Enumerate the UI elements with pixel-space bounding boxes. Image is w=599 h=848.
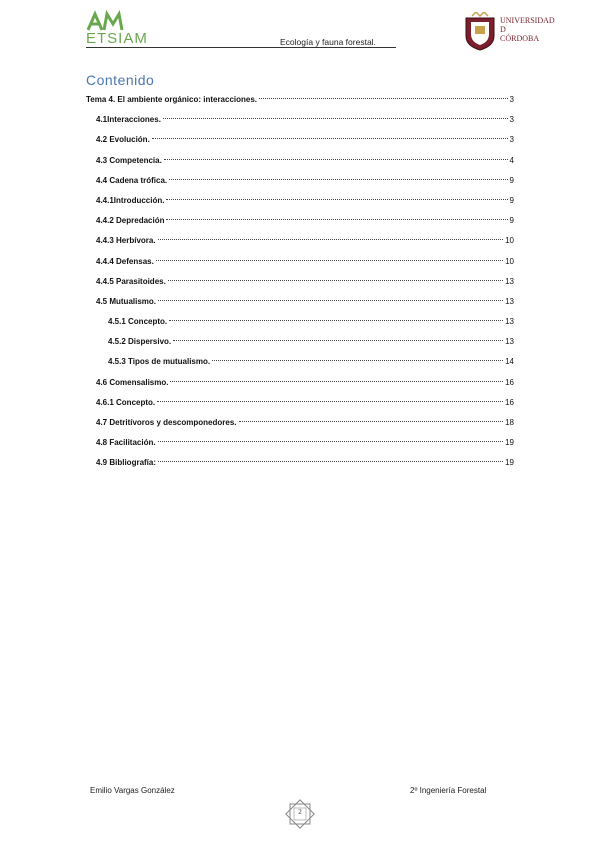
toc-entry-title: 4.5.1 Concepto.	[108, 317, 168, 327]
toc-entry-page: 10	[505, 236, 514, 246]
toc-entry-title: 4.9 Bibliografía:	[96, 458, 157, 468]
header-rule	[86, 47, 396, 48]
toc-leader	[158, 239, 504, 240]
toc-entry[interactable]	[86, 93, 514, 113]
toc-entry-page: 19	[505, 438, 514, 448]
toc-entry-page: 14	[505, 357, 514, 367]
toc-entry[interactable]	[86, 194, 514, 214]
toc-entry-title: 4.5 Mutualismo.	[96, 296, 157, 306]
toc-entry-page: 16	[505, 397, 514, 407]
toc-entry-page: 3	[509, 95, 514, 104]
toc-entry[interactable]	[86, 396, 514, 416]
toc-heading: Contenido	[86, 72, 155, 88]
toc-entry-page: 18	[505, 418, 514, 427]
toc-entry-page: 9	[509, 195, 514, 205]
toc-entry-title: 4.4.3 Herbívora.	[96, 236, 156, 246]
header-title: Ecología y fauna forestal.	[280, 37, 376, 47]
toc-leader	[259, 98, 508, 99]
toc-entry[interactable]	[86, 315, 514, 335]
toc-entry-page: 13	[505, 317, 514, 327]
toc-leader	[163, 118, 508, 119]
toc-leader	[168, 280, 503, 281]
toc-entry[interactable]	[86, 416, 514, 436]
toc-leader	[152, 138, 508, 139]
toc-leader	[170, 381, 503, 382]
toc-leader	[169, 179, 507, 180]
toc-entry[interactable]	[86, 355, 514, 375]
toc-entry-title: 4.5.3 Tipos de mutualismo.	[108, 357, 211, 367]
toc-entry-page: 13	[505, 296, 514, 306]
toc-entry-title: 4.8 Facilitación.	[96, 438, 156, 448]
table-of-contents	[86, 93, 514, 477]
footer-course: 2º Ingeniería Forestal	[410, 786, 487, 795]
toc-entry[interactable]	[86, 174, 514, 194]
toc-entry-title: 4.4.2 Depredación	[96, 216, 165, 226]
toc-entry[interactable]	[86, 255, 514, 275]
toc-entry-page: 9	[509, 216, 514, 226]
toc-entry-page: 13	[505, 276, 514, 286]
toc-entry[interactable]	[86, 154, 514, 174]
toc-leader	[157, 401, 503, 402]
toc-leader	[158, 300, 503, 301]
toc-leader	[173, 340, 503, 341]
university-seal-icon	[462, 12, 498, 52]
toc-leader	[212, 360, 503, 361]
toc-entry-title: 4.5.2 Dispersivo.	[108, 337, 172, 347]
toc-entry-page: 13	[505, 337, 514, 347]
toc-leader	[156, 260, 503, 261]
university-name-line: UNIVERSIDAD	[500, 16, 555, 25]
university-name	[500, 16, 555, 43]
toc-entry-title: 4.6 Comensalismo.	[96, 377, 169, 387]
toc-entry[interactable]	[86, 133, 514, 153]
toc-leader	[166, 219, 507, 220]
toc-entry[interactable]	[86, 376, 514, 396]
toc-entry-page: 10	[505, 256, 514, 266]
toc-entry[interactable]	[86, 234, 514, 254]
toc-entry[interactable]	[86, 295, 514, 315]
toc-entry-title: 4.7 Detritívoros y descomponedores.	[96, 418, 237, 427]
toc-entry[interactable]	[86, 436, 514, 456]
toc-leader	[166, 199, 507, 200]
toc-entry-page: 3	[509, 135, 514, 145]
toc-entry-page: 3	[509, 115, 514, 125]
toc-leader	[169, 320, 503, 321]
toc-leader	[158, 461, 503, 462]
toc-leader	[164, 159, 508, 160]
page-number: 2	[298, 808, 302, 816]
toc-entry-title: Tema 4. El ambiente orgánico: interacciones.	[86, 95, 258, 104]
toc-entry-title: 4.4.4 Defensas.	[96, 256, 154, 266]
toc-entry-page: 19	[505, 458, 514, 468]
toc-entry[interactable]	[86, 113, 514, 133]
toc-leader	[239, 421, 504, 422]
toc-entry-title: 4.2 Evolución.	[96, 135, 150, 145]
toc-entry-title: 4.1Interacciones.	[96, 115, 161, 125]
toc-entry[interactable]	[86, 214, 514, 234]
toc-entry-title: 4.6.1 Concepto.	[96, 397, 156, 407]
etsiam-logo-text: ETSIAM	[86, 30, 148, 47]
toc-entry-title: 4.4 Cadena trófica.	[96, 175, 168, 185]
toc-entry-title: 4.3 Competencia.	[96, 155, 162, 165]
university-name-line: D	[500, 25, 506, 34]
toc-entry[interactable]	[86, 275, 514, 295]
toc-entry-page: 16	[505, 377, 514, 387]
university-name-line: CÓRDOBA	[500, 34, 540, 43]
toc-entry-page: 4	[509, 155, 514, 165]
toc-entry-title: 4.4.1Introducción.	[96, 195, 165, 205]
toc-entry[interactable]	[86, 335, 514, 355]
toc-leader	[158, 441, 504, 442]
footer-author: Emilio Vargas González	[90, 786, 175, 795]
toc-entry[interactable]	[86, 456, 514, 476]
toc-entry-page: 9	[509, 175, 514, 185]
toc-entry-title: 4.4.5 Parasitoides.	[96, 276, 166, 286]
